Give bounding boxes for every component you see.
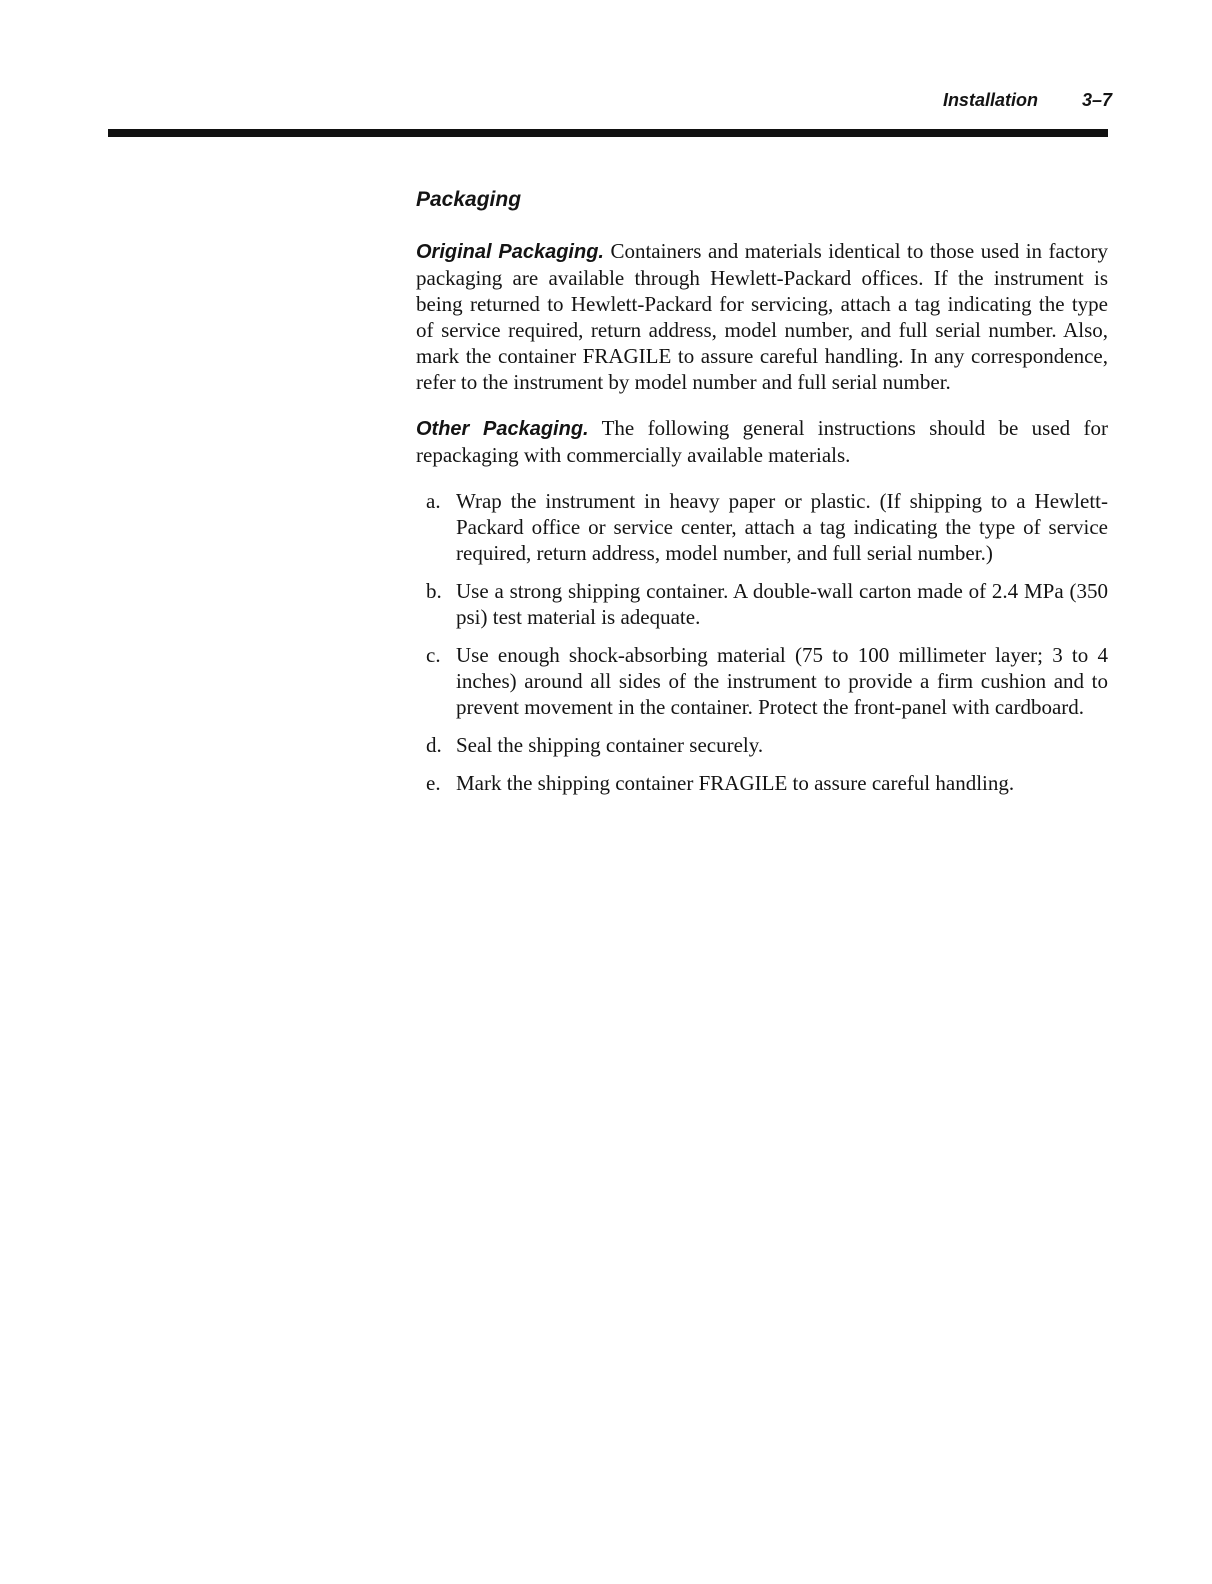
other-packaging-lead: Other Packaging. [416,418,589,440]
step-marker: e. [426,771,441,795]
step-text: Mark the shipping container FRAGILE to assure careful handling. [456,771,1015,795]
list-item [416,732,1108,758]
step-text: Seal the shipping container securely. [456,733,764,757]
step-text: Wrap the instrument in heavy paper or plastic. (If shipping to a Hewlett-Packard office or service center, attach a tag indicating the type of service required, return address, model number, and full serial number.) [456,489,1108,565]
other-packaging-paragraph [416,415,1108,468]
step-marker: c. [426,643,441,667]
step-text: Use enough shock-absorbing material (75 to 100 millimeter layer; 3 to 4 inches) around all sides of the instrument to provide a firm cushion and to prevent movement in the container. Protect the front-panel with cardboard. [456,643,1108,719]
original-packaging-text: Containers and materials identical to those used in factory packaging are available through Hewlett-Packard offices. If the instrument is being returned to Hewlett-Packard for servicing, attach a tag indicating the type of service required, return address, model number, and full serial number. Also, mark the container FRAGILE to assure careful handling. In any correspondence, refer to the instrument by model number and full serial number. [416,239,1108,394]
page-header [943,88,1112,112]
section-heading: Packaging [416,188,522,211]
list-item [416,642,1108,720]
repackaging-steps [416,488,1108,796]
header-section-title: Installation [942,90,1038,110]
list-item [416,488,1108,566]
page-number: 3–7 [1081,90,1112,110]
page-content [416,186,1108,808]
step-marker: b. [426,579,442,603]
header-rule [108,129,1108,137]
step-marker: d. [426,733,442,757]
other-packaging-text: The following general instructions should be used for repackaging with commercially available materials. [416,416,1109,467]
list-item [416,578,1108,630]
step-text: Use a strong shipping container. A double-wall carton made of 2.4 MPa (350 psi) test material is adequate. [456,579,1108,629]
step-marker: a. [426,489,441,513]
list-item [416,770,1108,796]
original-packaging-lead: Original Packaging. [416,241,604,263]
original-packaging-paragraph [416,238,1108,395]
